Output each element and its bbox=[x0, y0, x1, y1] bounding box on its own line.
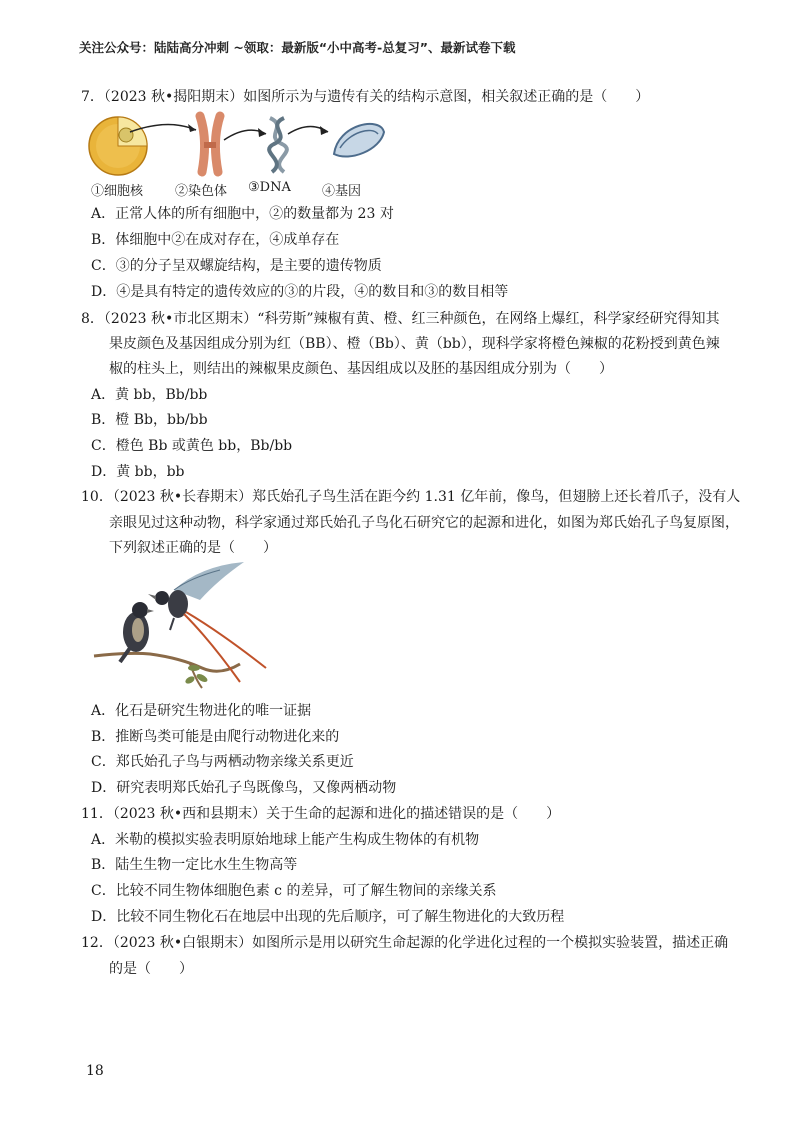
question-8-stem-line1: 8．（2023 秋•市北区期末）“科劳斯”辣椒有黄、橙、红三种颜色，在网络上爆红，科学家经研究得知其 bbox=[81, 311, 720, 327]
q11-option-a: A．米勒的模拟实验表明原始地球上能产生构成生物体的有机物 bbox=[91, 832, 480, 848]
branch-drawing bbox=[94, 653, 240, 671]
cell-nucleus-drawing bbox=[89, 117, 147, 175]
q7-option-c: C．③的分子呈双螺旋结构，是主要的遗传物质 bbox=[91, 258, 382, 274]
q11-option-c: C．比较不同生物体细胞色素 c 的差异，可了解生物间的亲缘关系 bbox=[91, 883, 497, 899]
label-chromosome: ②染色体 bbox=[175, 184, 228, 199]
page-header: 关注公众号：陆陆高分冲刺 ~领取：最新版“小中高考-总复习”、最新试卷下载 bbox=[79, 40, 516, 55]
chromosome-drawing bbox=[200, 116, 220, 172]
question-8-stem-line2: 果皮颜色及基因组成分别为红（BB）、橙（Bb）、黄（bb），现科学家将橙色辣椒的花粉授到黄色辣 bbox=[109, 336, 720, 352]
dna-drawing bbox=[269, 118, 287, 172]
q7-option-d: D．④是具有特定的遗传效应的③的片段，④的数目和③的数目相等 bbox=[91, 284, 509, 300]
q10-option-b: B．推断鸟类可能是由爬行动物进化来的 bbox=[91, 729, 340, 745]
q7-option-b: B．体细胞中②在成对存在，④成单存在 bbox=[91, 232, 340, 248]
q8-option-c: C．橙色 Bb 或黄色 bb，Bb/bb bbox=[91, 438, 293, 454]
q10-option-a: A．化石是研究生物进化的唯一证据 bbox=[91, 703, 312, 719]
q11-option-d: D．比较不同生物化石在地层中出现的先后顺序，可了解生物进化的大致历程 bbox=[91, 909, 565, 925]
gene-drawing bbox=[334, 124, 384, 157]
question-10-stem-line3: 下列叙述正确的是（ ） bbox=[109, 540, 277, 556]
q10-option-c: C．郑氏始孔子鸟与两栖动物亲缘关系更近 bbox=[91, 754, 354, 770]
question-7-stem: 7．（2023 秋•揭阳期末）如图所示为与遗传有关的结构示意图，相关叙述正确的是（ ） bbox=[81, 89, 650, 105]
question-12-stem-line2: 的是（ ） bbox=[109, 961, 193, 977]
question-10-stem-line1: 10．（2023 秋•长春期末）郑氏始孔子鸟生活在距今约 1.31 亿年前，像鸟，但翅膀上还长着爪子，没有人 bbox=[81, 489, 741, 505]
page-number: 18 bbox=[86, 1063, 104, 1079]
label-gene: ④基因 bbox=[322, 184, 362, 199]
q10-option-d: D．研究表明郑氏始孔子鸟既像鸟，又像两栖动物 bbox=[91, 780, 397, 796]
question-12-stem-line1: 12．（2023 秋•白银期末）如图所示是用以研究生命起源的化学进化过程的一个模拟实验装置，描述正确 bbox=[81, 935, 729, 951]
label-dna: ③DNA bbox=[248, 180, 291, 195]
q11-option-b: B．陆生生物一定比水生生物高等 bbox=[91, 857, 298, 873]
question-11-stem: 11．（2023 秋•西和县期末）关于生命的起源和进化的描述错误的是（ ） bbox=[81, 806, 561, 822]
q8-option-b: B．橙 Bb，bb/bb bbox=[91, 412, 208, 428]
question-10-stem-line2: 亲眼见过这种动物，科学家通过郑氏始孔子鸟化石研究它的起源和进化，如图为郑氏始孔子鸟复原图， bbox=[109, 515, 739, 531]
q8-option-a: A．黄 bb，Bb/bb bbox=[91, 387, 208, 403]
flying-bird-drawing bbox=[148, 562, 266, 682]
q10-bird-figure bbox=[90, 560, 270, 692]
q8-option-d: D．黄 bb，bb bbox=[91, 464, 185, 480]
label-nucleus: ①细胞核 bbox=[91, 184, 144, 199]
q7-figure bbox=[88, 110, 388, 182]
q7-option-a: A．正常人体的所有细胞中，②的数量都为 23 对 bbox=[91, 206, 394, 222]
question-8-stem-line3: 椒的柱头上，则结出的辣椒果皮颜色、基因组成以及胚的基因组成分别为（ ） bbox=[109, 361, 613, 377]
